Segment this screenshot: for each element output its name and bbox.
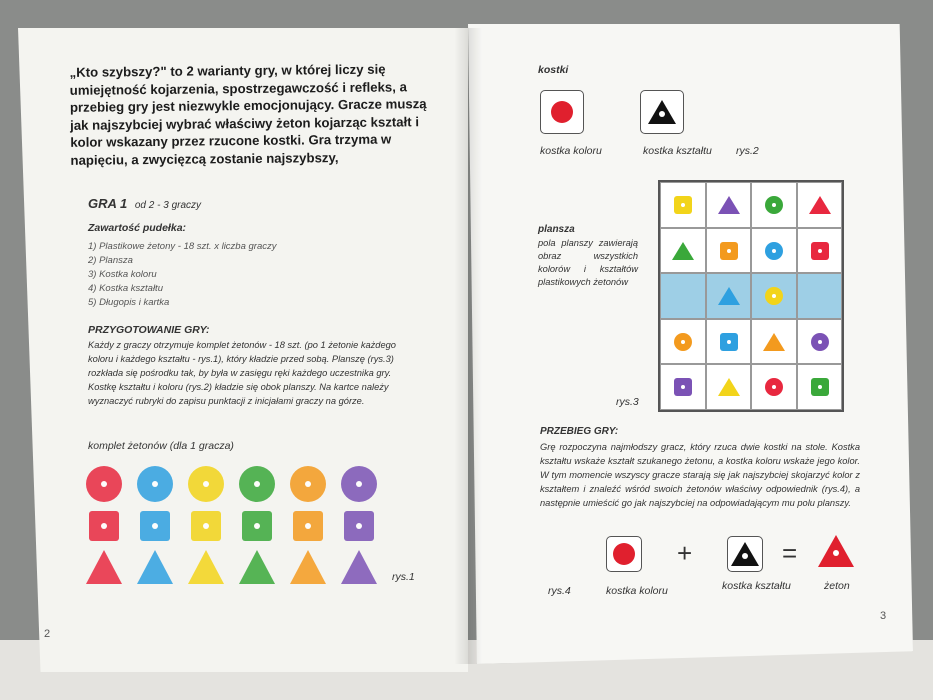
circle-chip-icon: [674, 333, 692, 351]
square-chip-icon: [140, 511, 170, 541]
intro-text: „Kto szybszy?" to 2 warianty gry, w której liczy się umiejętność kojarzenia, spostrzegawczość i refleks, a przebieg gry jest niezwykle emocjonujący. Gracze muszą jak najszybciej wybrać właściwy żeton kojarząc kształt i kolor wskazany przez rzucone kostki. Gra trzyma w napięciu, a zwycięzcą zostanie najszybszy,: [69, 61, 427, 168]
triangle-chip-icon: [341, 550, 377, 584]
square-chip-icon: [720, 333, 738, 351]
circle-chip-icon: [765, 242, 783, 260]
triangle-chip-icon: [137, 550, 173, 584]
board-cell: [751, 228, 797, 274]
triangle-chip-icon: [290, 550, 326, 584]
board-cell: [706, 364, 752, 410]
square-chip-icon: [674, 196, 692, 214]
circle-chip-icon: [341, 466, 377, 502]
board-cell: [706, 228, 752, 274]
red-dot-icon: [613, 543, 635, 565]
red-dot-icon: [551, 101, 573, 123]
triangle-chip-icon: [809, 196, 831, 214]
board-cell: [797, 364, 843, 410]
triangle-chip-icon: [718, 287, 740, 305]
board-cell: [706, 319, 752, 365]
circle-chip-icon: [137, 466, 173, 502]
red-triangle-chip-icon: [818, 535, 854, 567]
triangle-chip-icon: [239, 550, 275, 584]
board-cell: [660, 319, 706, 365]
board-cell: [751, 182, 797, 228]
color-die: [540, 90, 584, 134]
triangle-icon: [731, 542, 759, 566]
board-cell: [751, 319, 797, 365]
list-item: 5) Długopis i kartka: [88, 297, 170, 308]
square-chip-icon: [811, 242, 829, 260]
list-item: 1) Plastikowe żetony - 18 szt. x liczba graczy: [88, 241, 277, 252]
chips-label: komplet żetonów (dla 1 gracza): [88, 440, 234, 452]
board-cell: [797, 182, 843, 228]
list-item: 3) Kostka koloru: [88, 269, 157, 280]
board-cell: [660, 273, 706, 319]
square-chip-icon: [89, 511, 119, 541]
figure-caption-rys1: rys.1: [392, 571, 415, 583]
figure-caption-rys4: rys.4: [548, 585, 571, 597]
game-title: [88, 196, 201, 211]
square-chip-icon: [674, 378, 692, 396]
triangle-chip-icon: [86, 550, 122, 584]
circle-chip-icon: [811, 333, 829, 351]
prep-text: Każdy z graczy otrzymuje komplet żetonów - 18 szt. (po 1 żetonie każdego koloru i każdego kształtu - rys.1), który kładzie przed sobą. Planszę (rys.3) rozkłada się pośrodku tak, by była w zasięgu ręki każdego uczestnika gry. Kostkę kształtu i koloru (rys.2) kładzie się obok planszy. Na kartce należy wyznaczyć rubryki do zapisu punktacji z inicjałami graczy na górze.: [88, 340, 396, 406]
square-chip-icon: [720, 242, 738, 260]
plus-sign: +: [677, 538, 693, 568]
shape-die: [640, 90, 684, 134]
booklet-spine: [454, 28, 482, 664]
list-item: 2) Plansza: [88, 255, 133, 266]
board-cell: [706, 182, 752, 228]
square-chip-icon: [344, 511, 374, 541]
board-description: pola planszy zawierają obraz wszystkich kolorów i kształtów plastikowych żetonów: [538, 238, 638, 287]
game-board: [658, 180, 844, 412]
board-cell: [660, 364, 706, 410]
circle-chip-icon: [86, 466, 122, 502]
figure-caption-rys2: rys.2: [736, 145, 759, 157]
circle-chip-icon: [765, 287, 783, 305]
equation-chip-label: żeton: [824, 580, 850, 592]
equation-color-label: kostka koloru: [606, 585, 668, 597]
circle-chip-icon: [188, 466, 224, 502]
shape-die-label: kostka kształtu: [643, 145, 712, 157]
board-cell: [797, 273, 843, 319]
gameplay-text: Grę rozpoczyna najmłodszy gracz, który rzuca dwie kostki na stole. Kostka kształtu wskaże kształt szukanego żetonu, a kostka koloru wskaże jego kolor. W tym momencie wszyscy gracze starają się jak najszybciej skojarzyć kolor z kształtem i znaleźć wśród swoich żetonów właściwy odpowiednik (rys.4), a następnie umieścić go jak najszybciej na odpowiadającym mu polu planszy.: [540, 442, 860, 508]
game-players: od 2 - 3 graczy: [134, 200, 202, 211]
board-cell: [797, 319, 843, 365]
square-chip-icon: [293, 511, 323, 541]
board-label: plansza: [538, 224, 575, 235]
list-item: 4) Kostka kształtu: [88, 283, 163, 294]
page-number-right: 3: [880, 610, 887, 622]
equals-sign: =: [782, 538, 798, 568]
game-title-label: GRA 1: [88, 196, 128, 211]
triangle-chip-icon: [763, 333, 785, 351]
board-cell: [706, 273, 752, 319]
dice-heading: kostki: [538, 64, 569, 76]
square-chip-icon: [242, 511, 272, 541]
board-cell: [660, 228, 706, 274]
board-cell: [751, 273, 797, 319]
triangle-chip-icon: [672, 242, 694, 260]
triangle-icon: [648, 100, 676, 124]
circle-chip-icon: [765, 378, 783, 396]
square-chip-icon: [811, 378, 829, 396]
board-cell: [660, 182, 706, 228]
triangle-chip-icon: [718, 196, 740, 214]
contents-heading: Zawartość pudełka:: [88, 222, 187, 234]
gameplay-heading: PRZEBIEG GRY:: [540, 426, 619, 437]
equation-shape-die: [727, 536, 763, 572]
figure-caption-rys3: rys.3: [616, 396, 639, 408]
color-die-label: kostka koloru: [540, 145, 602, 157]
circle-chip-icon: [239, 466, 275, 502]
circle-chip-icon: [765, 196, 783, 214]
equation-color-die: [606, 536, 642, 572]
board-cell: [797, 228, 843, 274]
triangle-chip-icon: [188, 550, 224, 584]
board-cell: [751, 364, 797, 410]
contents-list: [88, 240, 277, 310]
circle-chip-icon: [290, 466, 326, 502]
prep-heading: PRZYGOTOWANIE GRY:: [88, 324, 210, 336]
page-number-left: 2: [44, 628, 51, 640]
triangle-chip-icon: [718, 378, 740, 396]
equation-shape-label: kostka kształtu: [722, 580, 791, 592]
square-chip-icon: [191, 511, 221, 541]
